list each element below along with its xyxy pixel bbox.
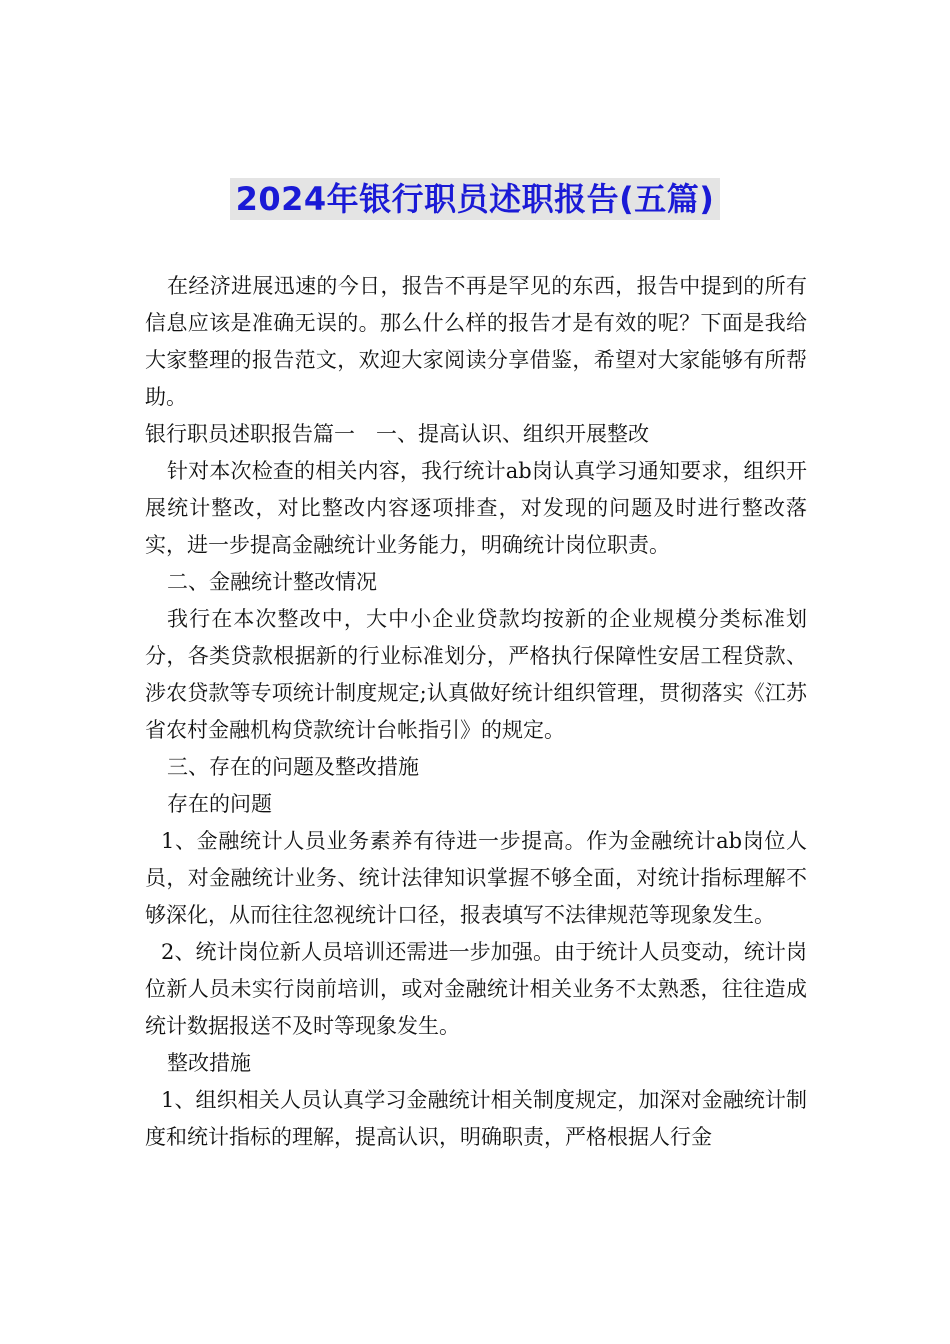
list-item-paragraph: 1、金融统计人员业务素养有待进一步提高。作为金融统计ab岗位人员，对金融统计业务、统计法律知识掌握不够全面，对统计指标理解不够深化，从而往往忽视统计口径，报表填写不法律规范等现象发生。 xyxy=(145,829,807,927)
document-title: 2024年银行职员述职报告(五篇) xyxy=(230,178,721,220)
document-body xyxy=(145,268,807,1156)
section-heading-chapter-one: 银行职员述职报告篇一 一、提高认识、组织开展整改 xyxy=(145,422,649,446)
list-item-paragraph: 2、统计岗位新人员培训还需进一步加强。由于统计人员变动，统计岗位新人员未实行岗前培训，或对金融统计相关业务不太熟悉，往往造成统计数据报送不及时等现象发生。 xyxy=(145,940,807,1038)
section-heading: 三、存在的问题及整改措施 xyxy=(167,755,419,779)
intro-paragraph: 在经济进展迅速的今日，报告不再是罕见的东西，报告中提到的所有信息应该是准确无误的。那么什么样的报告才是有效的呢？下面是我给大家整理的报告范文，欢迎大家阅读分享借鉴，希望对大家能够有所帮助。 xyxy=(145,274,807,409)
title-container xyxy=(0,178,950,220)
body-paragraph: 针对本次检查的相关内容，我行统计ab岗认真学习通知要求，组织开展统计整改，对比整改内容逐项排查，对发现的问题及时进行整改落实，进一步提高金融统计业务能力，明确统计岗位职责。 xyxy=(145,459,807,557)
body-paragraph: 我行在本次整改中，大中小企业贷款均按新的企业规模分类标准划分，各类贷款根据新的行业标准划分，严格执行保障性安居工程贷款、涉农贷款等专项统计制度规定;认真做好统计组织管理，贯彻落实《江苏省农村金融机构贷款统计台帐指引》的规定。 xyxy=(145,607,807,742)
subsection-heading: 存在的问题 xyxy=(167,792,272,816)
section-heading: 二、金融统计整改情况 xyxy=(167,570,377,594)
subsection-heading: 整改措施 xyxy=(167,1051,251,1075)
list-item-paragraph: 1、组织相关人员认真学习金融统计相关制度规定，加深对金融统计制度和统计指标的理解，提高认识，明确职责，严格根据人行金 xyxy=(145,1088,807,1149)
